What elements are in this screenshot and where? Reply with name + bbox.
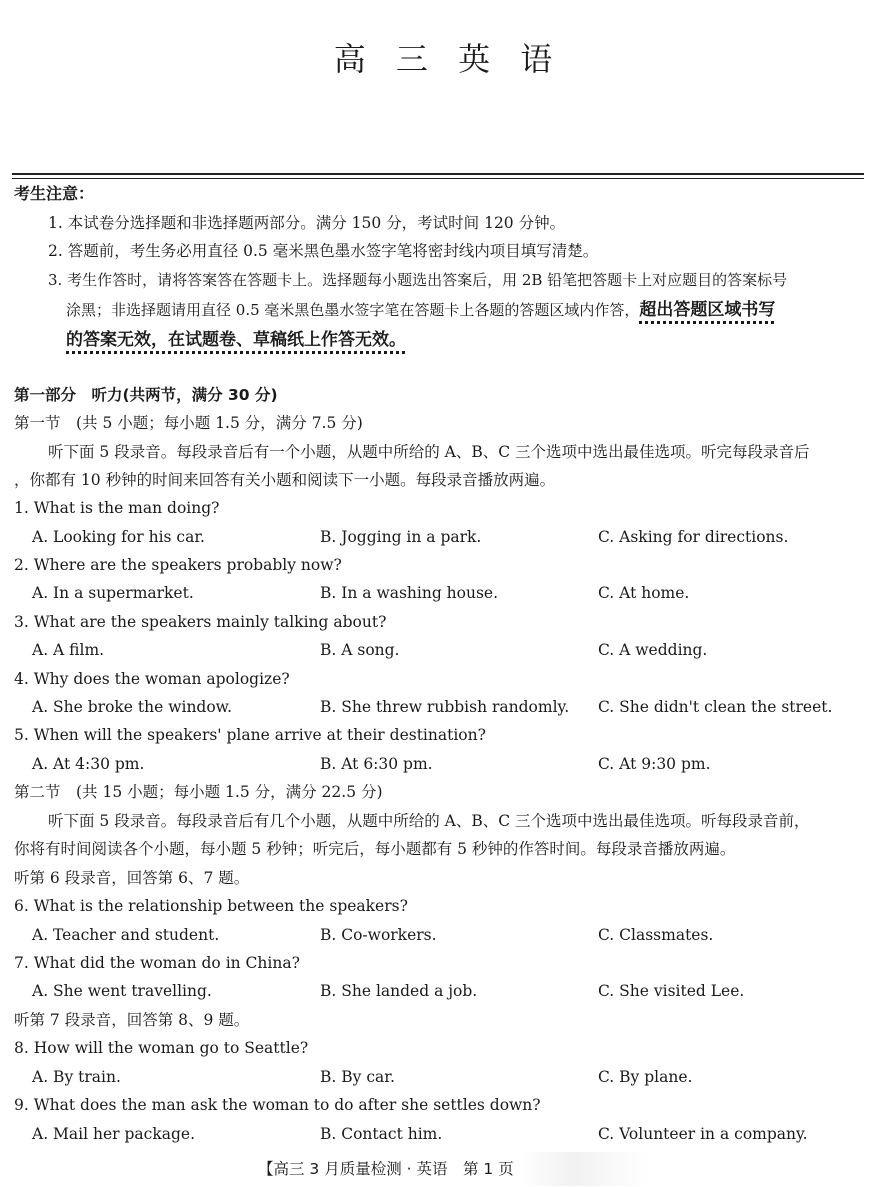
question-7-option-b: B. She landed a job. bbox=[320, 982, 478, 1000]
question-1-option-a: A. Looking for his car. bbox=[32, 528, 205, 546]
question-1-option-b: B. Jogging in a park. bbox=[320, 528, 482, 546]
question-7-option-a: A. She went travelling. bbox=[32, 982, 212, 1000]
question-5: 5. When will the speakers' plane arrive at their destination? bbox=[14, 726, 486, 744]
question-4-option-c: C. She didn't clean the street. bbox=[598, 698, 833, 716]
question-5-option-c: C. At 9:30 pm. bbox=[598, 755, 711, 773]
question-2: 2. Where are the speakers probably now? bbox=[14, 556, 342, 574]
question-5-option-b: B. At 6:30 pm. bbox=[320, 755, 433, 773]
question-2-option-c: C. At home. bbox=[598, 584, 690, 602]
question-9: 9. What does the man ask the woman to do after she settles down? bbox=[14, 1096, 541, 1114]
question-2-option-a: A. In a supermarket. bbox=[32, 584, 194, 602]
question-5-option-a: A. At 4:30 pm. bbox=[32, 755, 145, 773]
part-1-heading: 第一部分 听力(共两节，满分 30 分) bbox=[14, 386, 278, 404]
page-title: 高 三 英 语 bbox=[333, 40, 563, 78]
question-8-option-a: A. By train. bbox=[32, 1068, 121, 1086]
question-1: 1. What is the man doing? bbox=[14, 499, 220, 517]
dialogue-6-note: 听第 6 段录音，回答第 6、7 题。 bbox=[14, 869, 250, 887]
question-3-option-a: A. A film. bbox=[32, 641, 105, 659]
question-6: 6. What is the relationship between the speakers? bbox=[14, 897, 408, 915]
section-1-instructions-1: 听下面 5 段录音。每段录音后有一个小题，从题中所给的 A、B、C 三个选项中选出最佳选项。听完每段录音后 bbox=[48, 443, 810, 461]
header-divider-thin bbox=[12, 178, 864, 179]
notice-item-1: 1. 本试卷分选择题和非选择题两部分。满分 150 分，考试时间 120 分钟。 bbox=[48, 214, 566, 232]
question-8-option-c: C. By plane. bbox=[598, 1068, 693, 1086]
question-3-option-b: B. A song. bbox=[320, 641, 400, 659]
question-7-option-c: C. She visited Lee. bbox=[598, 982, 745, 1000]
question-3-option-c: C. A wedding. bbox=[598, 641, 708, 659]
question-9-option-a: A. Mail her package. bbox=[32, 1125, 195, 1143]
section-1-instructions-2: ，你都有 10 秒钟的时间来回答有关小题和阅读下一小题。每段录音播放两遍。 bbox=[14, 471, 556, 489]
notice-heading: 考生注意： bbox=[14, 184, 95, 203]
dialogue-7-note: 听第 7 段录音，回答第 8、9 题。 bbox=[14, 1011, 250, 1029]
question-3: 3. What are the speakers mainly talking about? bbox=[14, 613, 387, 631]
page-footer: 【高三 3 月质量检测 · 英语 第 1 页 bbox=[258, 1160, 514, 1178]
question-8-option-b: B. By car. bbox=[320, 1068, 395, 1086]
scan-smudge bbox=[520, 1152, 650, 1186]
question-4-option-a: A. She broke the window. bbox=[32, 698, 233, 716]
question-1-option-c: C. Asking for directions. bbox=[598, 528, 789, 546]
section-2-heading: 第二节 (共 15 小题；每小题 1.5 分，满分 22.5 分) bbox=[14, 783, 383, 801]
notice-item-3-text: 涂黑；非选择题请用直径 0.5 毫米黑色墨水签字笔在答题卡上各题的答题区域内作答， bbox=[66, 301, 640, 319]
section-1-heading: 第一节 (共 5 小题；每小题 1.5 分，满分 7.5 分) bbox=[14, 414, 363, 432]
notice-emphasis-2: 的答案无效，在试题卷、草稿纸上作答无效。 bbox=[66, 330, 406, 350]
notice-item-3-line-2 bbox=[66, 300, 775, 320]
question-6-option-b: B. Co-workers. bbox=[320, 926, 437, 944]
question-6-option-a: A. Teacher and student. bbox=[32, 926, 220, 944]
section-2-instructions-1: 听下面 5 段录音。每段录音后有几个小题，从题中所给的 A、B、C 三个选项中选出最佳选项。听每段录音前， bbox=[48, 812, 810, 830]
question-2-option-b: B. In a washing house. bbox=[320, 584, 499, 602]
header-divider-thick bbox=[12, 173, 864, 175]
question-4: 4. Why does the woman apologize? bbox=[14, 670, 290, 688]
section-2-instructions-2: 你将有时间阅读各个小题，每小题 5 秒钟；听完后，每小题都有 5 秒钟的作答时间。每段录音播放两遍。 bbox=[14, 840, 736, 858]
question-6-option-c: C. Classmates. bbox=[598, 926, 714, 944]
notice-emphasis-1: 超出答题区域书写 bbox=[639, 300, 776, 320]
question-9-option-b: B. Contact him. bbox=[320, 1125, 443, 1143]
question-4-option-b: B. She threw rubbish randomly. bbox=[320, 698, 570, 716]
notice-item-2: 2. 答题前，考生务必用直径 0.5 毫米黑色墨水签字笔将密封线内项目填写清楚。 bbox=[48, 242, 599, 260]
question-9-option-c: C. Volunteer in a company. bbox=[598, 1125, 808, 1143]
notice-item-3-line-1: 3. 考生作答时，请将答案答在答题卡上。选择题每小题选出答案后，用 2B 铅笔把答题卡上对应题目的答案标号 bbox=[48, 271, 788, 289]
question-7: 7. What did the woman do in China? bbox=[14, 954, 300, 972]
question-8: 8. How will the woman go to Seattle? bbox=[14, 1039, 309, 1057]
